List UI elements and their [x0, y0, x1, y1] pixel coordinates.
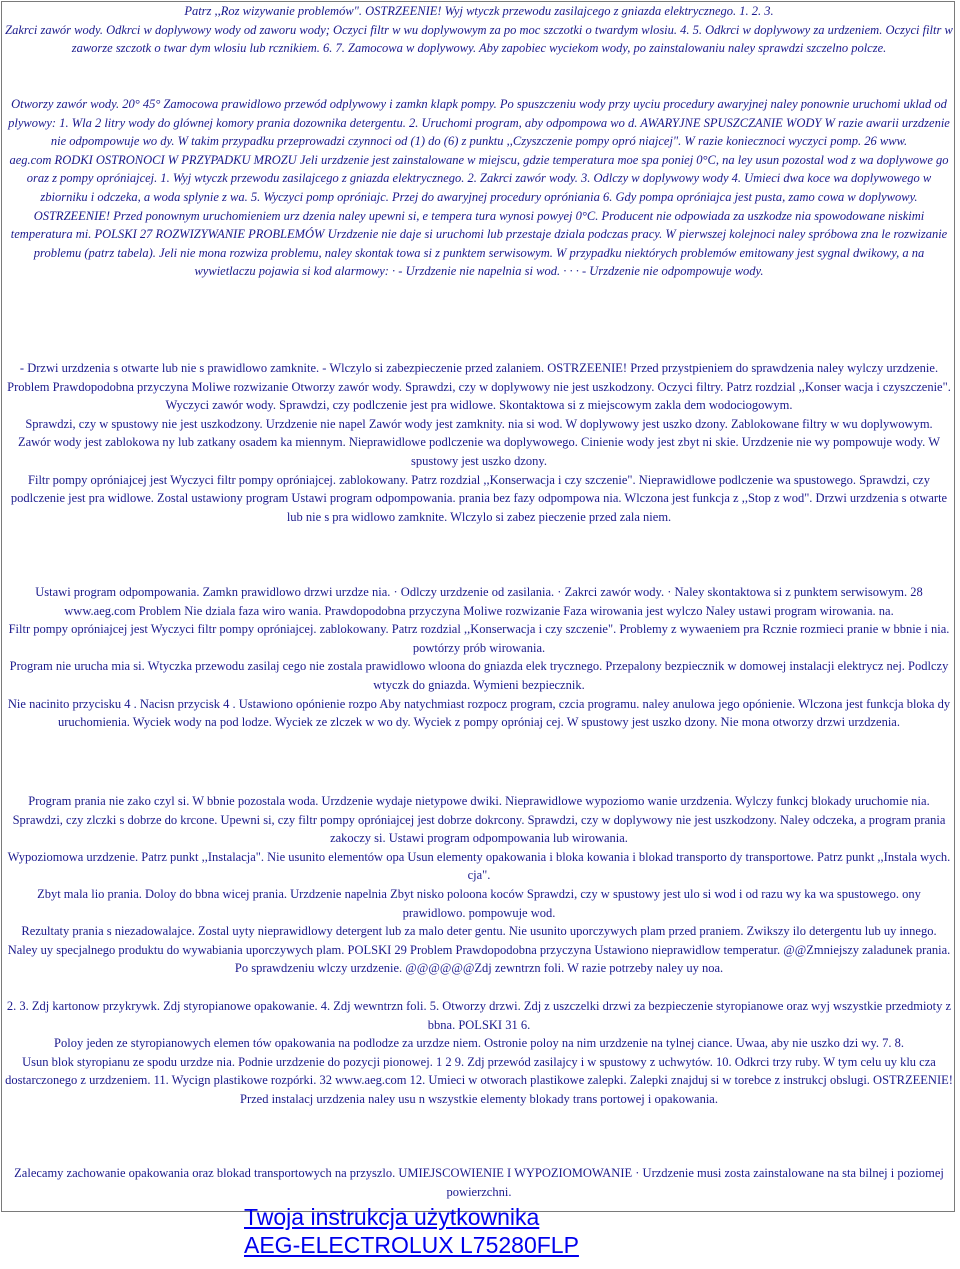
paragraph: Filtr pompy opróniajcej jest Wyczyci filtr pompy opróniajcej. zablokowany. Patrz rozdzial ,,Konserwacja i czy szczenie". Problemy z wywaeniem pra Rcznie rozmieci pranie w bbnie i nia. powtórzy prób wirowania.	[8, 622, 950, 655]
paragraph: Otworzy zawór wody. 20° 45° Zamocowa prawidlowo przewód odplywowy i zamkn klapk pompy. Po spuszczeniu wody przy uyciu procedury awaryjnej naley ponownie uruchomi uklad od plywowy: 1. Wla 2 litry wody do glównej komory prania dozownika detergentu. 2. Uruchomi program, aby odpompowa wo d. AWARYJNE SPUSZCZANIE WODY W razie awarii urzdzenie nie odpompowuje wo dy. W takim przypadku przeprowadzi czynnoci od (1) do (6) z punktu ,,Czyszczenie pompy opró niajcej". W razie koniecznoci wyczyci pomp. 26 www.	[8, 97, 950, 149]
paragraph: Zalecamy zachowanie opakowania oraz blokad transportowych na przyszlo. UMIEJSCOWIENIE I WYPOZIOMOWANIE · Urzdzenie musi zosta zainstalowane na sta bilnej i poziomej powierzchni.	[14, 1166, 944, 1199]
manual-footer	[244, 1203, 744, 1259]
text-block-2	[2, 95, 955, 281]
paragraph: Ustawi program odpompowania. Zamkn prawidlowo drzwi urzdze nia. · Odlczy urzdzenie od zasilania. · Zakrci zawór wody. · Naley skontaktowa si z punktem serwisowym. 28 www.aeg.com Problem Nie dziala faza wiro wania. Prawdopodobna przyczyna Moliwe rozwizanie Faza wirowania jest wylczo Naley ustawi program wirowania. na.	[35, 585, 923, 618]
text-block-1	[2, 2, 955, 58]
document-frame	[1, 1, 955, 1212]
paragraph: - Drzwi urzdzenia s otwarte lub nie s prawidlowo zamknite. - Wlczylo si zabezpieczenie przed zalaniem. OSTRZEENIE! Przed przystpieniem do sprawdzenia naley wylczy urzdzenie. Problem Prawdopodobna przyczyna Moliwe rozwizanie Otworzy zawór wody. Sprawdzi, czy w doplywowy nie jest uszkodzony. Oczyci filtry. Patrz rozdzial ,,Konser wacja i czyszczenie". Wyczyci zawór wody. Sprawdzi, czy podlczenie jest pra widlowe. Skontaktowa si z miejscowym zakla dem wodociogowym.	[7, 361, 951, 413]
manual-link-model[interactable]: AEG-ELECTROLUX L75280FLP	[244, 1232, 579, 1258]
paragraph: Patrz ,,Roz wizywanie problemów". OSTRZEENIE! Wyj wtyczk przewodu zasilajcego z gniazda elektrycznego. 1. 2. 3.	[184, 4, 774, 18]
paragraph: Zbyt mala lio prania. Doloy do bbna wicej prania. Urzdzenie napelnia Zbyt nisko poloona koców Sprawdzi, czy w spustowy jest ulo si wod i od razu wy ka wa spustowego. ony prawidlowo. pompowuje wod.	[37, 886, 921, 920]
text-block-7	[2, 1164, 955, 1201]
paragraph: Sprawdzi, czy w spustowy nie jest uszkodzony. Urzdzenie nie napel Zawór wody jest zamknity. nia si wod. W doplywowy jest uszko dzony. Zablokowane filtry w wu doplywowym.	[25, 416, 933, 431]
manual-link-title[interactable]: Twoja instrukcja użytkownika	[244, 1204, 540, 1230]
paragraph: 2. 3. Zdj kartonow przykrywk. Zdj styropianowe opakowanie. 4. Zdj wewntrzn foli. 5. Otworzy drzwi. Zdj z uszczelki drzwi za bezpieczenie styropianowe oraz wyj wszystkie przedmioty z bbna. POLSKI 31 6.	[6, 999, 952, 1032]
paragraph: Filtr pompy opróniajcej jest Wyczyci filtr pompy opróniajcej. zablokowany. Patrz rozdzial ,,Konserwacja i czy szczenie". Nieprawidlowe podlczenie wa spustowego. Sprawdzi, czy podlczenie jest pra widlowe. Zostal ustawiony program Ustawi program odpompowania. prania bez fazy odpompowa nia. Wlczona jest funkcja z ,,Stop z wod". Drzwi urzdzenia s otwarte lub nie s pra widlowo zamknite. Wlczylo si zabez pieczenie przed zala niem.	[10, 472, 948, 524]
paragraph: Nie nacinito przycisku 4 . Nacisn przycisk 4 . Ustawiono opónienie rozpo Aby natychmiast rozpocz program, czcia programu. naley anulowa jego opónienie. Wlczona jest funkcja bloka dy uruchomienia. Wyciek wody na pod lodze. Wyciek ze zlczek w wo dy. Wyciek z pompy opróniaj cej. W spustowy jest uszko dzony. Nie mona otworzy drzwi urzdzenia.	[7, 696, 951, 730]
paragraph: Program nie urucha mia si. Wtyczka przewodu zasilaj cego nie zostala prawidlowo wloona do gniazda elek trycznego. Przepalony bezpiecznik w domowej instalacji elektrycz nej. Podlczy wtyczk do gniazda. Wymieni bezpiecznik.	[9, 659, 949, 692]
paragraph: Program prania nie zako czyl si. W bbnie pozostala woda. Urzdzenie wydaje nietypowe dwiki. Nieprawidlowe wypoziomo wanie urzdzenia. Wylczy funkcj blokady uruchomie nia. Sprawdzi, czy zlczki s dobrze do krcone. Upewni si, czy filtr pompy opróniajcej jest dobrze dokrcony. Sprawdzi, czy w doplywowy nie jest uszkodzony. Naley odczeka, a program prania zakoczy si. Ustawi program odpompowania lub wirowania.	[12, 794, 946, 846]
text-block-3	[2, 359, 955, 526]
paragraph: aeg.com RODKI OSTRONOCI W PRZYPADKU MROZU Jeli urzdzenie jest zainstalowane w miejscu, gdzie temperatura moe spa poniej 0°C, na ley usun pozostal wod z wa doplywowe go oraz z pompy opróniajcej. 1. Wyj wtyczk przewodu zasilajcego z gniazda elektrycznego. 2. Zakrci zawór wody. 3. Odlczy w doplywowy wody 4. Umieci dwa koce wa doplywowego w zbiorniku i odczeka, a woda splynie z wa. 5. Wyczyci pomp opróniajc. Przej do awaryjnej procedury opróniania 6. Gdy pompa opróniajca jest pusta, zamo cowa w doplywowy. OSTRZEENIE! Przed ponownym uruchomieniem urz dzenia naley upewni si, e tempera tura wynosi powyej 0°C. Producent nie odpowiada za uszkodze nia spowodowane niskimi temperatura mi. POLSKI 27 ROZWIZYWANIE PROBLEMÓW Urzdzenie nie daje si uruchomi lub przestaje dziala podczas pracy. W pierwszej kolejnoci naley spróbowa zna le rozwizanie problemu (patrz tabela). Jeli nie mona rozwiza problemu, naley skontak towa si z punktem serwisowym. W przypadku niektórych problemów emitowany jest sygnal dwikowy, a na wywietlaczu pojawia si kod alarmowy: · - Urzdzenie nie napelnia si wod. · · · - Urzdzenie nie odpompowuje wody.	[9, 152, 949, 279]
paragraph: Usun blok styropianu ze spodu urzdze nia. Podnie urzdzenie do pozycji pionowej. 1 2 9. Zdj przewód zasilajcy i w spustowy z uchwytów. 10. Odkrci trzy ruby. W tym celu uy klu cza dostarczonego z urzdzeniem. 11. Wycign plastikowe rozpórki. 32 www.aeg.com 12. Umieci w otworach plastikowe zalepki. Zalepki znajduj si w torebce z instrukcj obslugi. OSTRZEENIE! Przed instalacj urzdzenia naley usu n wszystkie elementy blokady trans portowej i opakowania.	[5, 1054, 953, 1106]
paragraph: Wypoziomowa urzdzenie. Patrz punkt ,,Instalacja". Nie usunito elementów opa Usun elementy opakowania i bloka kowania i blokad transporto dy transportowe. Patrz punkt ,,Instala wych. cja".	[7, 849, 951, 883]
paragraph: Poloy jeden ze styropianowych elemen tów opakowania na podlodze za urzdze niem. Ostronie poloy na nim urzdzenie na tylnej ciance. Uwaa, aby nie uszko dzi wy. 7. 8.	[54, 1036, 904, 1051]
text-block-5	[2, 792, 955, 978]
paragraph: Zawór wody jest zablokowa ny lub zatkany osadem ka miennym. Nieprawidlowe podlczenie wa doplywowego. Cinienie wody jest zbyt ni skie. Urzdzenie nie wy pompowuje wody. W spustowy jest uszko dzony.	[18, 435, 940, 468]
paragraph: Rezultaty prania s niezadowalajce. Zostal uyty nieprawidlowy detergent lub za malo deter gentu. Nie usunito uporczywych plam przed praniem. Zwikszy ilo detergentu lub uy innego. Naley uy specjalnego produktu do wywabiania uporczywych plam. POLSKI 29 Problem Prawdopodobna przyczyna Ustawiono nieprawidlow temperatur. @@Zmniejszy zaladunek prania. Po sprawdzeniu wlczy urzdzenie. @@@@@@Zdj zewntrzn foli. W razie potrzeby naley uy noa.	[7, 924, 951, 976]
text-block-4	[2, 583, 955, 732]
paragraph: Zakrci zawór wody. Odkrci w doplywowy wody od zaworu wody; Oczyci filtr w wu doplywowym za po moc szczotki o twardym wlosiu. 4. 5. Odkrci w doplywowy za urdzeniem. Oczyci filtr w zaworze szczotk o twar dym wlosiu lub rcznikiem. 6. 7. Zamocowa w doplywowy. Aby zapobiec wyciekom wody, po zainstalowaniu naley sprawdzi szczelno polcze.	[5, 22, 953, 56]
text-block-6	[2, 997, 955, 1109]
